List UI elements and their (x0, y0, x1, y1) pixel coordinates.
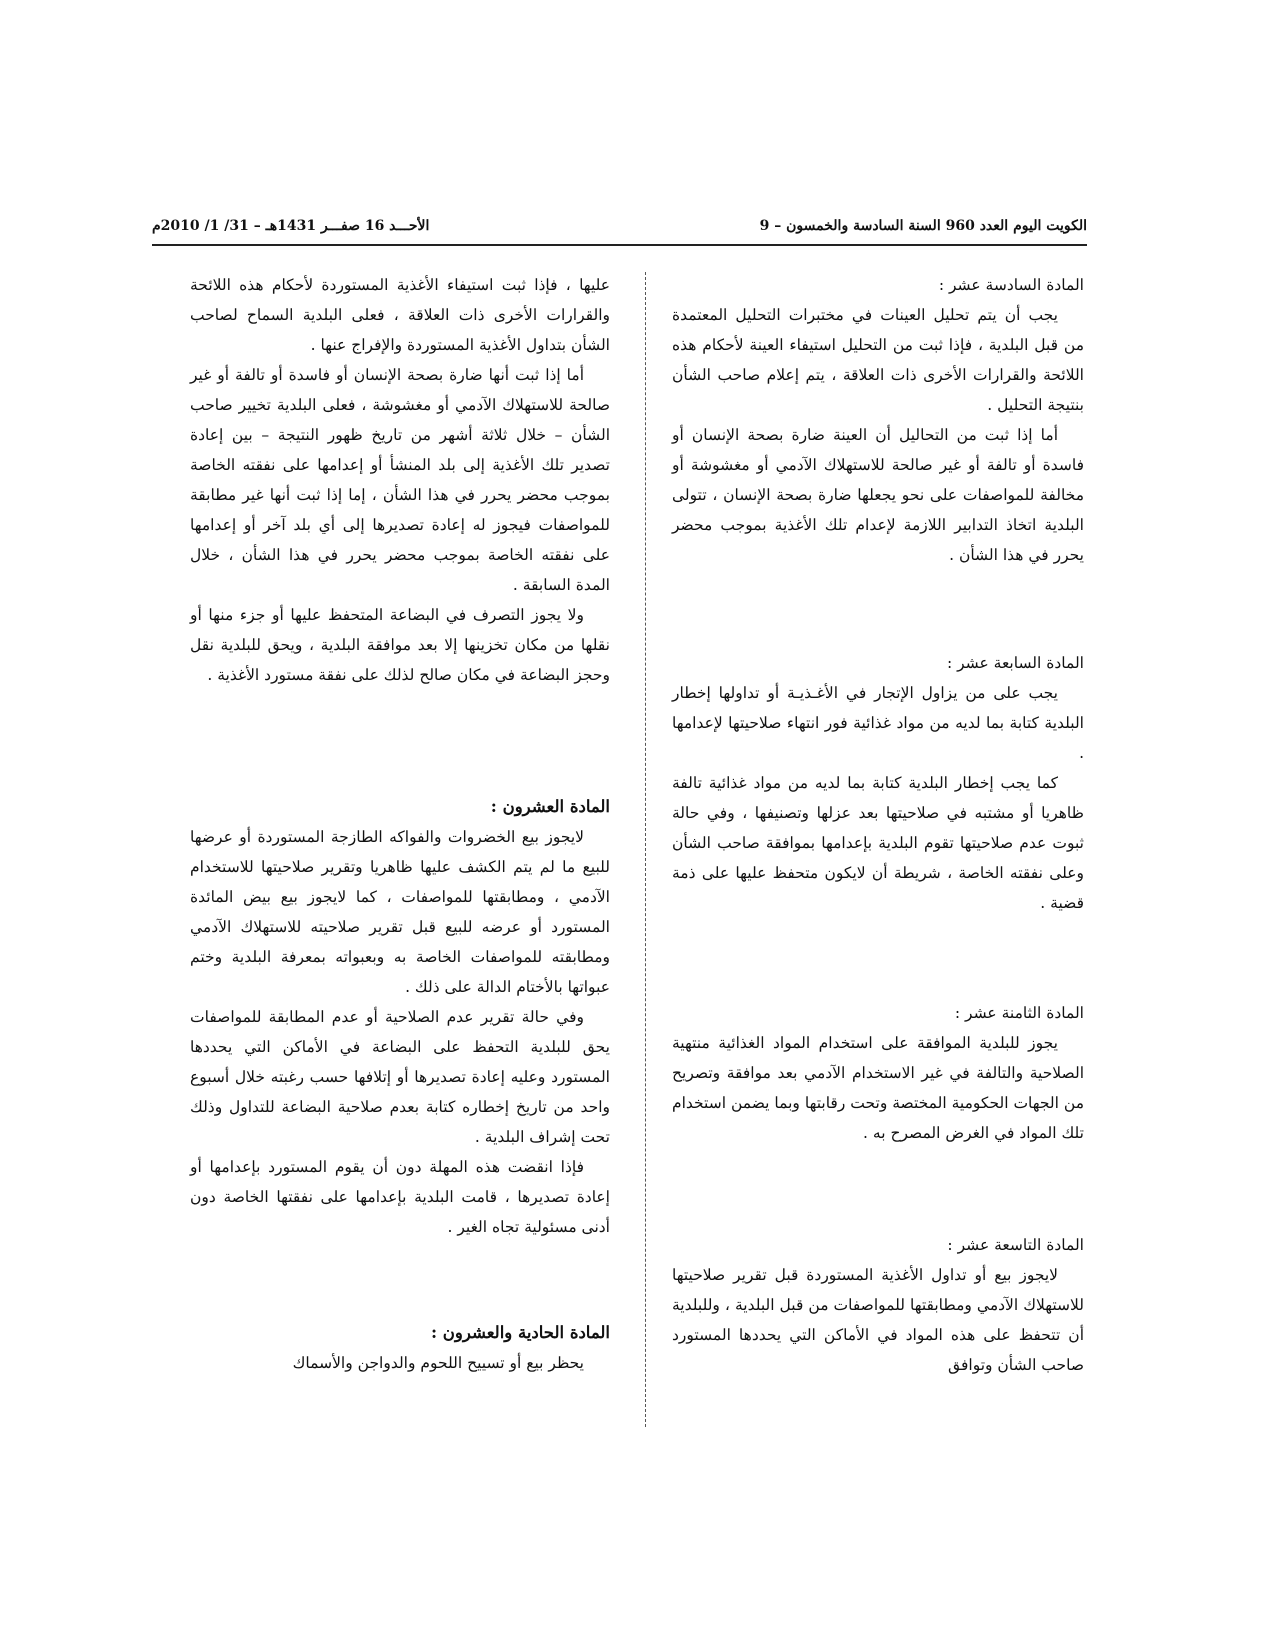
article-paragraph: وفي حالة تقرير عدم الصلاحية أو عدم المطابقة للمواصفات يحق للبلدية التحفظ على البضاعة في الأماكن التي يحددها المستورد وعليه إعادة تصديرها أو إتلافها حسب رغبته خلال أسبوع واحد من تاريخ إخطاره كتابة بعدم صلاحية البضاعة للتداول وذلك تحت إشراف البلدية . (190, 1008, 610, 1146)
article-paragraph: ولا يجوز التصرف في البضاعة المتحفظ عليها أو جزء منها أو نقلها من مكان تخزينها إلا بعد موافقة البلدية ، ويحق للبلدية نقل وحجز البضاعة في مكان صالح لذلك على نفقة مستورد الأغذية . (190, 606, 610, 684)
article-paragraph: يجب أن يتم تحليل العينات في مختبرات التحليل المعتمدة من قبل البلدية ، فإذا ثبت من التحليل استيفاء العينة لأحكام هذه اللائحة والقرارات الأخرى ذات العلاقة ، يتم إعلام صاحب الشأن بنتيجة التحليل . (672, 306, 1084, 414)
column-divider (645, 272, 646, 1427)
header-issue-info: الكويت اليوم العدد 960 السنة السادسة والخمسون – 9 (759, 218, 1087, 234)
article-title: المادة العشرون : (490, 797, 610, 816)
article-title: المادة السادسة عشر : (938, 276, 1084, 294)
page-header (152, 218, 1087, 242)
article-paragraph: لايجوز بيع أو تداول الأغذية المستوردة قبل تقرير صلاحيتها للاستهلاك الآدمي ومطابقتها للمواصفات من قبل البلدية ، وللبلدية أن تتحفظ على هذه المواد في الأماكن التي يحددها المستورد صاحب الشأن وتوافق (672, 1266, 1084, 1374)
article-19 (672, 1230, 1084, 1380)
header-rule (152, 244, 1087, 246)
article-16 (672, 270, 1084, 570)
article-19-continued (190, 270, 610, 690)
article-paragraph: يجب على من يزاول الإتجار في الأغـذيـة أو تداولها إخطار البلدية كتابة بما لديه من مواد غذائية فور انتهاء صلاحيتها لإعدامها . (672, 684, 1084, 762)
article-paragraph: أما إذا ثبت أنها ضارة بصحة الإنسان أو فاسدة أو تالفة أو غير صالحة للاستهلاك الآدمي أو مغشوشة ، فعلى البلدية تخيير صاحب الشأن – خلال ثلاثة أشهر من تاريخ ظهور النتيجة – بين إعادة تصدير تلك الأغذية إلى بلد المنشأ أو إعدامها على نفقته الخاصة بموجب محضر يحرر في هذا الشأن ، إما إذا ثبت أنها غير مطابقة للمواصفات فيجوز له إعادة تصديرها إلى أي بلد آخر أو إعدامها على نفقته الخاصة بموجب محضر يحرر في هذا الشأن ، خلال المدة السابقة . (190, 366, 610, 594)
article-paragraph: يحظر بيع أو تسييح اللحوم والدواجن والأسماك (292, 1354, 584, 1372)
article-paragraph: كما يجب إخطار البلدية كتابة بما لديه من مواد غذائية تالفة ظاهريا أو مشتبه في صلاحيتها بعد عزلها وتصنيفها ، وفي حالة ثبوت عدم صلاحيتها تقوم البلدية بإعدامها بموافقة صاحب الشأن وعلى نفقته الخاصة ، شريطة أن لايكون متحفظ عليها على ذمة قضية . (672, 774, 1084, 912)
article-paragraph: لايجوز بيع الخضروات والفواكه الطازجة المستوردة أو عرضها للبيع ما لم يتم الكشف عليها ظاهريا وتقرير صلاحيتها للاستخدام الآدمي ، ومطابقتها للمواصفات ، كما لايجوز بيع بيض المائدة المستورد أو عرضه للبيع قبل تقرير صلاحيته للاستهلاك الآدمي ومطابقته للمواصفات الخاصة به وبعبواته بمعرفة البلدية وختم عبواتها بالأختام الدالة على ذلك . (190, 828, 610, 996)
header-date: الأحـــد 16 صفـــر 1431هـ – 31/ 1/ 2010م (152, 218, 430, 234)
article-18 (672, 998, 1084, 1148)
article-title: المادة الثامنة عشر : (954, 1004, 1084, 1022)
article-paragraph: فإذا انقضت هذه المهلة دون أن يقوم المستورد بإعدامها أو إعادة تصديرها ، قامت البلدية بإعدامها على نفقتها الخاصة دون أدنى مسئولية تجاه الغير . (190, 1158, 610, 1236)
article-paragraph: عليها ، فإذا ثبت استيفاء الأغذية المستوردة لأحكام هذه اللائحة والقرارات الأخرى ذات العلاقة ، فعلى البلدية السماح لصاحب الشأن بتداول الأغذية المستوردة والإفراج عنها . (190, 276, 610, 354)
article-17 (672, 648, 1084, 918)
article-paragraph: يجوز للبلدية الموافقة على استخدام المواد الغذائية منتهية الصلاحية والتالفة في غير الاستخدام الآدمي بعد موافقة وتصريح من الجهات الحكومية المختصة وتحت رقابتها وبما يضمن استخدام تلك المواد في الغرض المصرح به . (672, 1034, 1084, 1142)
article-20 (190, 792, 610, 1242)
article-21 (190, 1318, 610, 1378)
article-title: المادة الحادية والعشرون : (430, 1323, 610, 1342)
article-paragraph: أما إذا ثبت من التحاليل أن العينة ضارة بصحة الإنسان أو فاسدة أو تالفة أو غير صالحة للاستهلاك الآدمي أو مغشوشة أو مخالفة للمواصفات على نحو يجعلها ضارة بصحة الإنسان ، تتولى البلدية اتخاذ التدابير اللازمة لإعدام تلك الأغذية بموجب محضر يحرر في هذا الشأن . (672, 426, 1084, 564)
article-title: المادة السابعة عشر : (946, 654, 1084, 672)
article-title: المادة التاسعة عشر : (947, 1236, 1084, 1254)
